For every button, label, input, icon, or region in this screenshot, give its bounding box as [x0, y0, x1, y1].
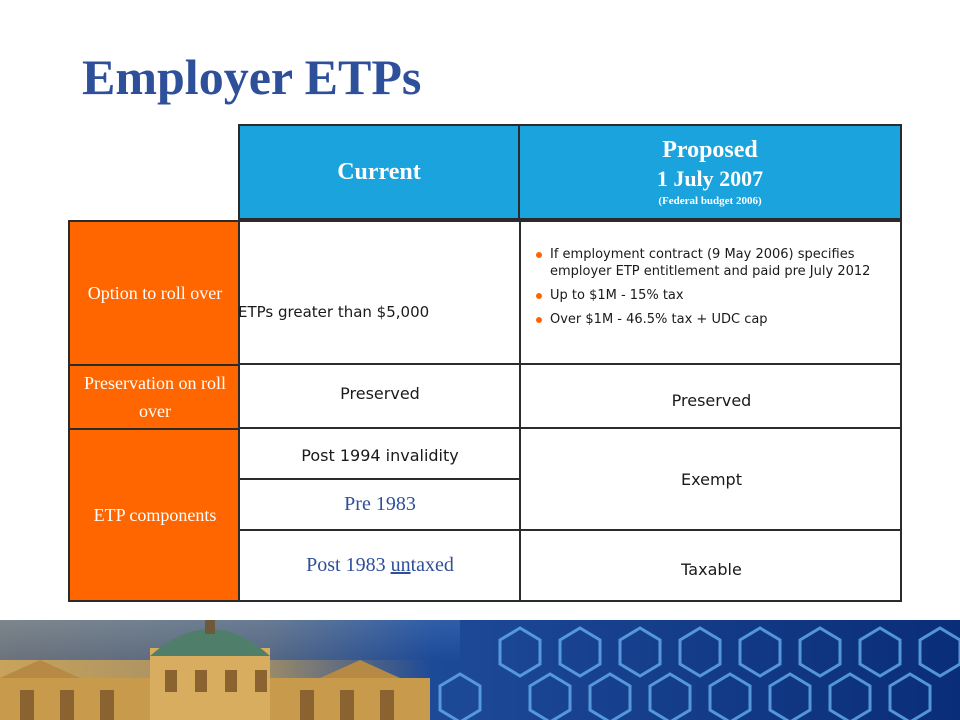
preservation-proposed: Preserved [671, 390, 752, 410]
slide-title: Employer ETPs [82, 49, 422, 105]
option-proposed-list [536, 246, 891, 335]
row-label-preservation: Preservation on roll over [70, 364, 240, 428]
bullet-icon [536, 252, 542, 258]
header-proposed-note: (Federal budget 2006) [658, 195, 762, 207]
preservation-current: Preserved [340, 383, 420, 403]
option-proposed-item: Up to $1M - 15% tax [536, 287, 891, 304]
component-pre-1983: Pre 1983 [344, 492, 416, 515]
option-proposed-item: Over $1M - 46.5% tax + UDC cap [536, 311, 891, 328]
header-proposed-label: Proposed [662, 137, 758, 163]
etp-table [68, 220, 902, 602]
header-proposed [518, 124, 902, 220]
row-label-option: Option to roll over [70, 222, 240, 364]
header-current [238, 124, 520, 220]
footer-banner [0, 620, 960, 720]
header-current-label: Current [337, 158, 421, 185]
option-current: ETPs greater than $5,000 [238, 303, 430, 321]
components-proposed-exempt: Exempt [681, 469, 742, 489]
bullet-icon [536, 317, 542, 323]
option-proposed-item: If employment contract (9 May 2006) specifies employer ETP entitlement and paid pre July 2012 [536, 246, 891, 280]
component-post-1983-untaxed: Post 1983 un taxed [306, 553, 454, 576]
header-proposed-date: 1 July 2007 [656, 166, 764, 191]
banner-artwork [0, 620, 960, 720]
components-proposed-taxable: Taxable [681, 559, 742, 579]
component-post-1994-invalidity: Post 1994 invalidity [301, 445, 459, 465]
bullet-icon [536, 293, 542, 299]
row-label-components: ETP components [70, 428, 240, 600]
